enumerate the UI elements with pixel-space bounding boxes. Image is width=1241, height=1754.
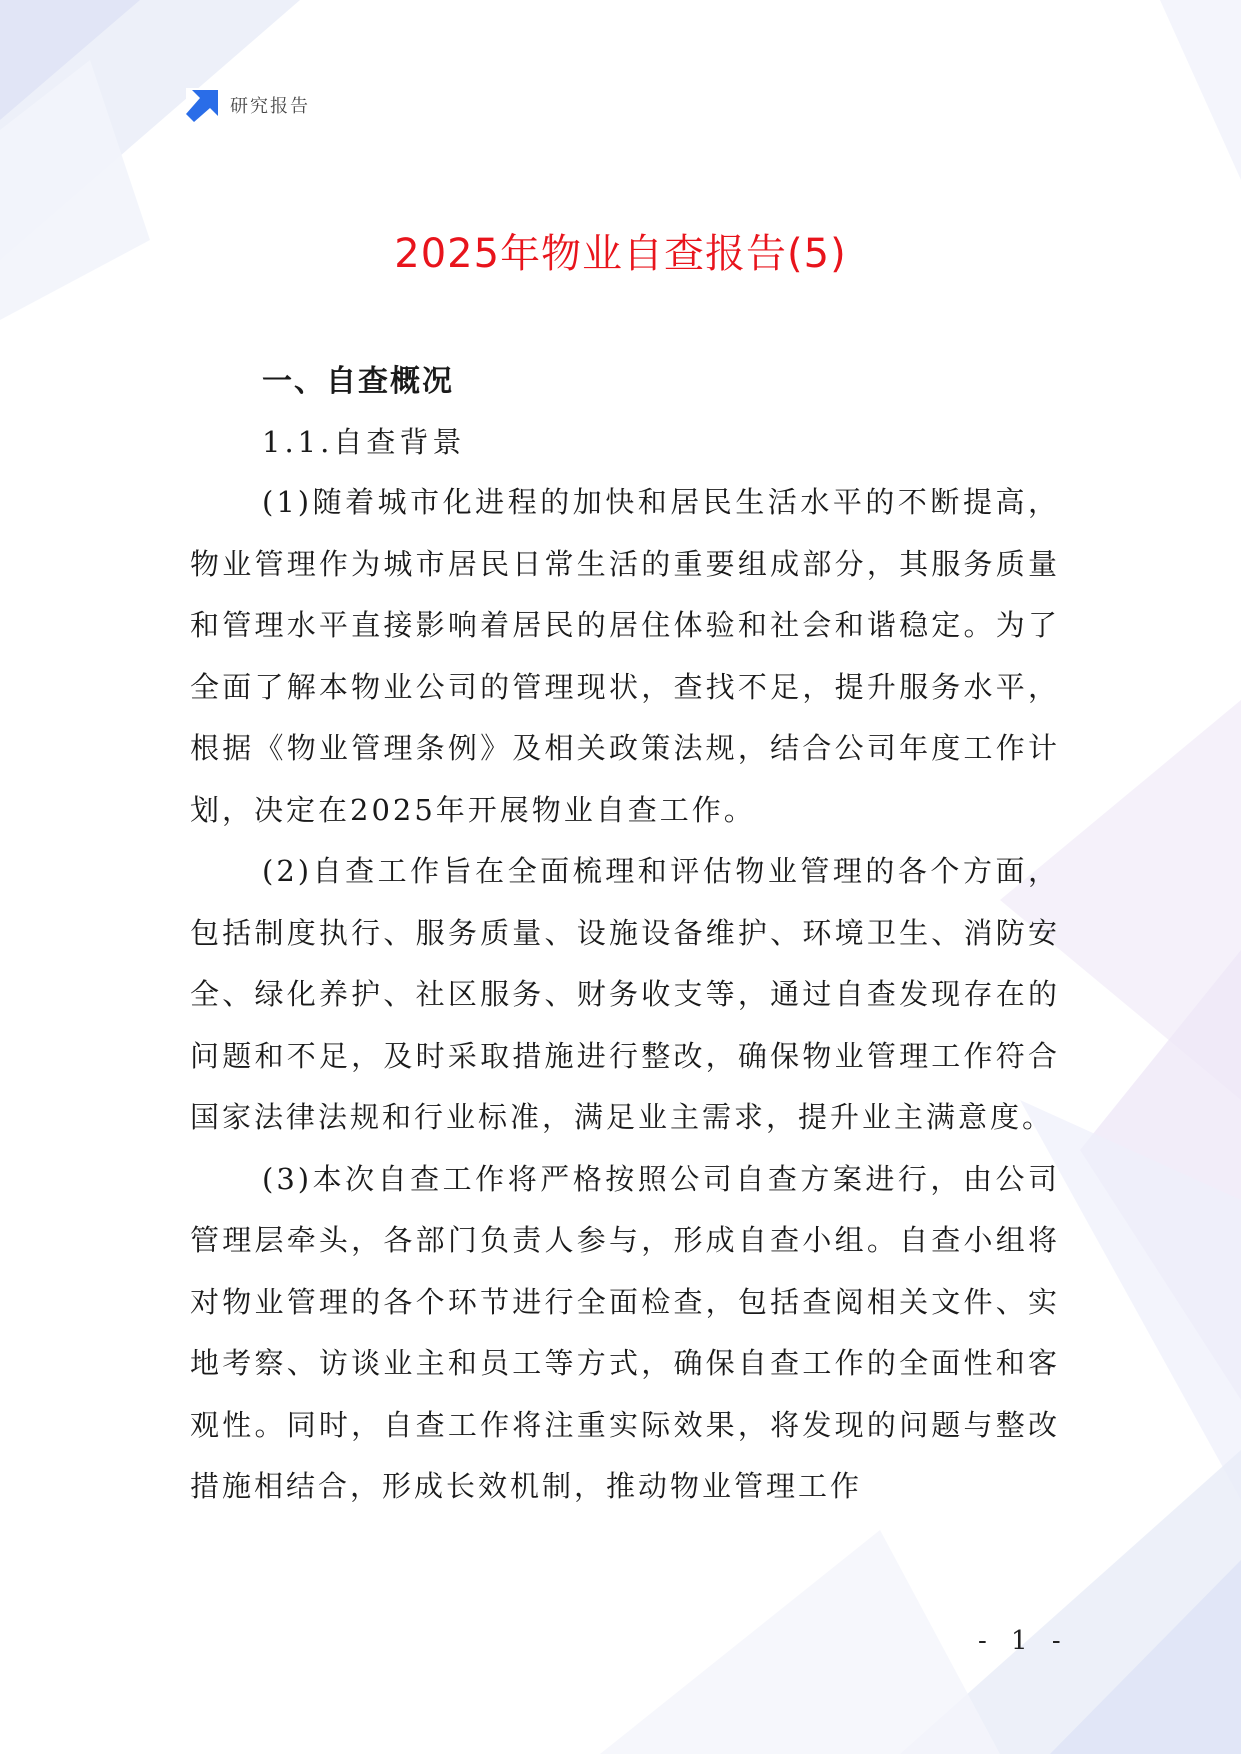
section-heading: 一、自查概况 bbox=[262, 364, 454, 399]
header-label: 研究报告 bbox=[230, 96, 310, 117]
paragraph: (2)自查工作旨在全面梳理和评估物业管理的各个方面，包括制度执行、服务质量、设施设备维护、环境卫生、消防安全、绿化养护、社区服务、财务收支等，通过自查发现存在的问题和不足，及时采取措施进行整改，确保物业管理工作符合国家法律法规和行业标准，满足业主需求，提升业主满意度。 bbox=[190, 854, 1060, 1134]
paragraph: (3)本次自查工作将严格按照公司自查方案进行，由公司管理层牵头，各部门负责人参与，形成自查小组。自查小组将对物业管理的各个环节进行全面检查，包括查阅相关文件、实地考察、访谈业主和员工等方式，确保自查工作的全面性和客观性。同时，自查工作将注重实际效果，将发现的问题与整改措施相结合，形成长效机制，推动物业管理工作 bbox=[190, 1161, 1060, 1503]
section-subheading: 1.1.自查背景 bbox=[262, 425, 466, 459]
document-body bbox=[190, 354, 1060, 1518]
document-title: 2025年物业自查报告(5) bbox=[394, 231, 847, 277]
paragraph: (1)随着城市化进程的加快和居民生活水平的不断提高，物业管理作为城市居民日常生活的重要组成部分，其服务质量和管理水平直接影响着居民的居住体验和社会和谐稳定。为了全面了解本物业公司的管理现状，查找不足，提升服务水平，根据《物业管理条例》及相关政策法规，结合公司年度工作计划，决定在2025年开展物业自查工作。 bbox=[190, 485, 1060, 827]
document-header bbox=[186, 88, 310, 122]
arrow-up-right-icon bbox=[186, 88, 220, 122]
page-number: - 1 - bbox=[978, 1626, 1069, 1656]
